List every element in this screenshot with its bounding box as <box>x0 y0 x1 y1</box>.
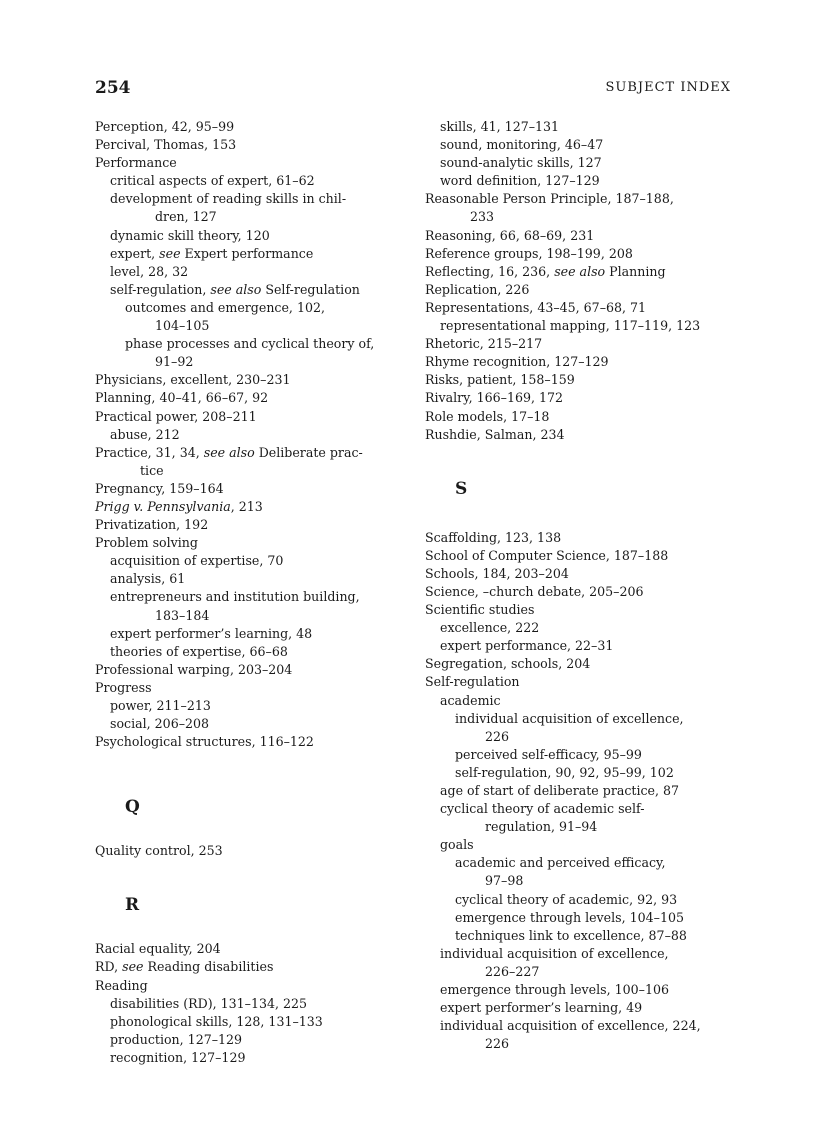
index-continuation: 183–184 <box>155 607 210 623</box>
index-entry: Role models, 17–18 <box>425 408 550 424</box>
index-subentry: representational mapping, 117–119, 123 <box>440 318 701 334</box>
index-subentry: expert, see Expert performance <box>110 245 314 261</box>
index-continuation: dren, 127 <box>155 209 217 225</box>
index-subentry: academic <box>440 692 501 708</box>
index-subentry: excellence, 222 <box>440 620 540 636</box>
index-continuation: 233 <box>470 209 495 225</box>
index-continuation: tice <box>140 462 164 478</box>
index-subentry: skills, 41, 127–131 <box>440 119 560 134</box>
index-entry: Prigg v. Pennsylvania, 213 <box>95 498 263 514</box>
index-entry: Psychological structures, 116–122 <box>95 734 314 750</box>
index-entry: Problem solving <box>95 535 198 551</box>
index-subentry: social, 206–208 <box>110 716 210 732</box>
index-entry: Representations, 43–45, 67–68, 71 <box>425 299 647 315</box>
index-entry: Percival, Thomas, 153 <box>95 137 237 153</box>
index-subentry: cyclical theory of academic self- <box>440 801 645 817</box>
index-entry: Reasoning, 66, 68–69, 231 <box>425 227 595 243</box>
section-letter-s: S <box>455 478 468 499</box>
index-entry: Rhyme recognition, 127–129 <box>425 354 609 370</box>
index-subsubentry: academic and perceived efficacy, <box>455 855 666 871</box>
index-entry: Segregation, schools, 204 <box>425 656 591 672</box>
index-subentry: expert performer’s learning, 48 <box>110 625 313 641</box>
index-subentry: emergence through levels, 100–106 <box>440 982 669 998</box>
index-subsubentry: emergence through levels, 104–105 <box>455 909 684 925</box>
index-entry: Planning, 40–41, 66–67, 92 <box>95 390 269 406</box>
index-entry: Rushdie, Salman, 234 <box>425 426 565 442</box>
index-subentry: recognition, 127–129 <box>110 1049 246 1065</box>
index-entry: Reference groups, 198–199, 208 <box>425 245 633 261</box>
index-subentry: word definition, 127–129 <box>440 173 600 189</box>
index-subentry: phonological skills, 128, 131–133 <box>110 1013 323 1029</box>
index-subentry: individual acquisition of excellence, <box>440 945 669 961</box>
index-subentry: sound, monitoring, 46–47 <box>440 137 604 153</box>
index-subentry: abuse, 212 <box>110 426 180 442</box>
index-entry: Privatization, 192 <box>95 517 209 533</box>
index-continuation: 226–227 <box>485 963 540 979</box>
index-entry: School of Computer Science, 187–188 <box>425 547 669 563</box>
page-header <box>95 78 731 100</box>
index-subentry: self-regulation, see also Self-regulation <box>110 281 360 297</box>
index-subentry: goals <box>440 837 474 853</box>
index-subentry: dynamic skill theory, 120 <box>110 227 270 243</box>
section-letter-r: R <box>125 895 140 916</box>
index-continuation: 226 <box>485 1036 510 1052</box>
index-entry: Physicians, excellent, 230–231 <box>95 372 291 388</box>
index-entry: Scaffolding, 123, 138 <box>425 529 562 545</box>
index-entry: Practical power, 208–211 <box>95 408 257 424</box>
index-entry: Quality control, 253 <box>95 843 223 859</box>
index-entry: Risks, patient, 158–159 <box>425 372 575 388</box>
index-subsubentry: individual acquisition of excellence, <box>455 710 684 726</box>
index-subentry: theories of expertise, 66–68 <box>110 643 288 659</box>
index-subentry: critical aspects of expert, 61–62 <box>110 173 315 189</box>
index-entry: Science, –church debate, 205–206 <box>425 583 644 599</box>
index-subsubentry: phase processes and cyclical theory of, <box>125 336 375 352</box>
index-subsubentry: cyclical theory of academic, 92, 93 <box>455 891 678 907</box>
index-entry: Reflecting, 16, 236, see also Planning <box>425 263 666 279</box>
index-subentry: development of reading skills in chil- <box>110 191 347 207</box>
index-subentry: analysis, 61 <box>110 571 186 587</box>
index-subentry: disabilities (RD), 131–134, 225 <box>110 995 308 1011</box>
index-subsubentry: outcomes and emergence, 102, <box>125 299 325 315</box>
index-subentry: level, 28, 32 <box>110 263 189 279</box>
index-continuation: 104–105 <box>155 318 210 334</box>
index-subentry: sound-analytic skills, 127 <box>440 155 602 171</box>
index-column-right <box>425 118 735 1053</box>
index-subentry: acquisition of expertise, 70 <box>110 553 284 569</box>
index-subentry: entrepreneurs and institution building, <box>110 589 360 605</box>
section-letter-q: Q <box>125 797 140 818</box>
index-column-left <box>95 118 395 1067</box>
index-entry: Schools, 184, 203–204 <box>425 565 569 581</box>
index-entry: Progress <box>95 679 152 695</box>
index-subentry: expert performance, 22–31 <box>440 638 614 654</box>
index-entry: Reasonable Person Principle, 187–188, <box>425 191 674 207</box>
index-subsubentry: techniques link to excellence, 87–88 <box>455 927 687 943</box>
index-entry: Practice, 31, 34, see also Deliberate prac- <box>95 444 363 460</box>
index-continuation: 91–92 <box>155 354 194 370</box>
index-continuation: 97–98 <box>485 873 524 889</box>
index-subentry: production, 127–129 <box>110 1031 243 1047</box>
index-subentry: individual acquisition of excellence, 224, <box>440 1018 701 1034</box>
index-entry: Performance <box>95 155 177 171</box>
page-number: 254 <box>95 78 131 98</box>
index-continuation: regulation, 91–94 <box>485 819 598 835</box>
index-entry: Racial equality, 204 <box>95 941 221 957</box>
index-entry: Rhetoric, 215–217 <box>425 336 543 352</box>
index-entry: Pregnancy, 159–164 <box>95 480 224 496</box>
index-entry: Rivalry, 166–169, 172 <box>425 390 564 406</box>
index-entry: Scientific studies <box>425 602 535 618</box>
index-entry: RD, see Reading disabilities <box>95 959 274 975</box>
index-subentry: power, 211–213 <box>110 698 211 713</box>
index-subentry: expert performer’s learning, 49 <box>440 1000 643 1016</box>
index-entry: Perception, 42, 95–99 <box>95 119 235 134</box>
index-entry: Professional warping, 203–204 <box>95 661 293 677</box>
running-head: SUBJECT INDEX <box>605 80 731 95</box>
index-continuation: 226 <box>485 728 510 744</box>
index-entry: Self-regulation <box>425 674 520 690</box>
index-entry: Reading <box>95 977 148 993</box>
index-subsubentry: self-regulation, 90, 92, 95–99, 102 <box>455 764 674 780</box>
index-subentry: age of start of deliberate practice, 87 <box>440 783 680 798</box>
index-entry: Replication, 226 <box>425 281 530 297</box>
index-subsubentry: perceived self-efficacy, 95–99 <box>455 746 642 762</box>
